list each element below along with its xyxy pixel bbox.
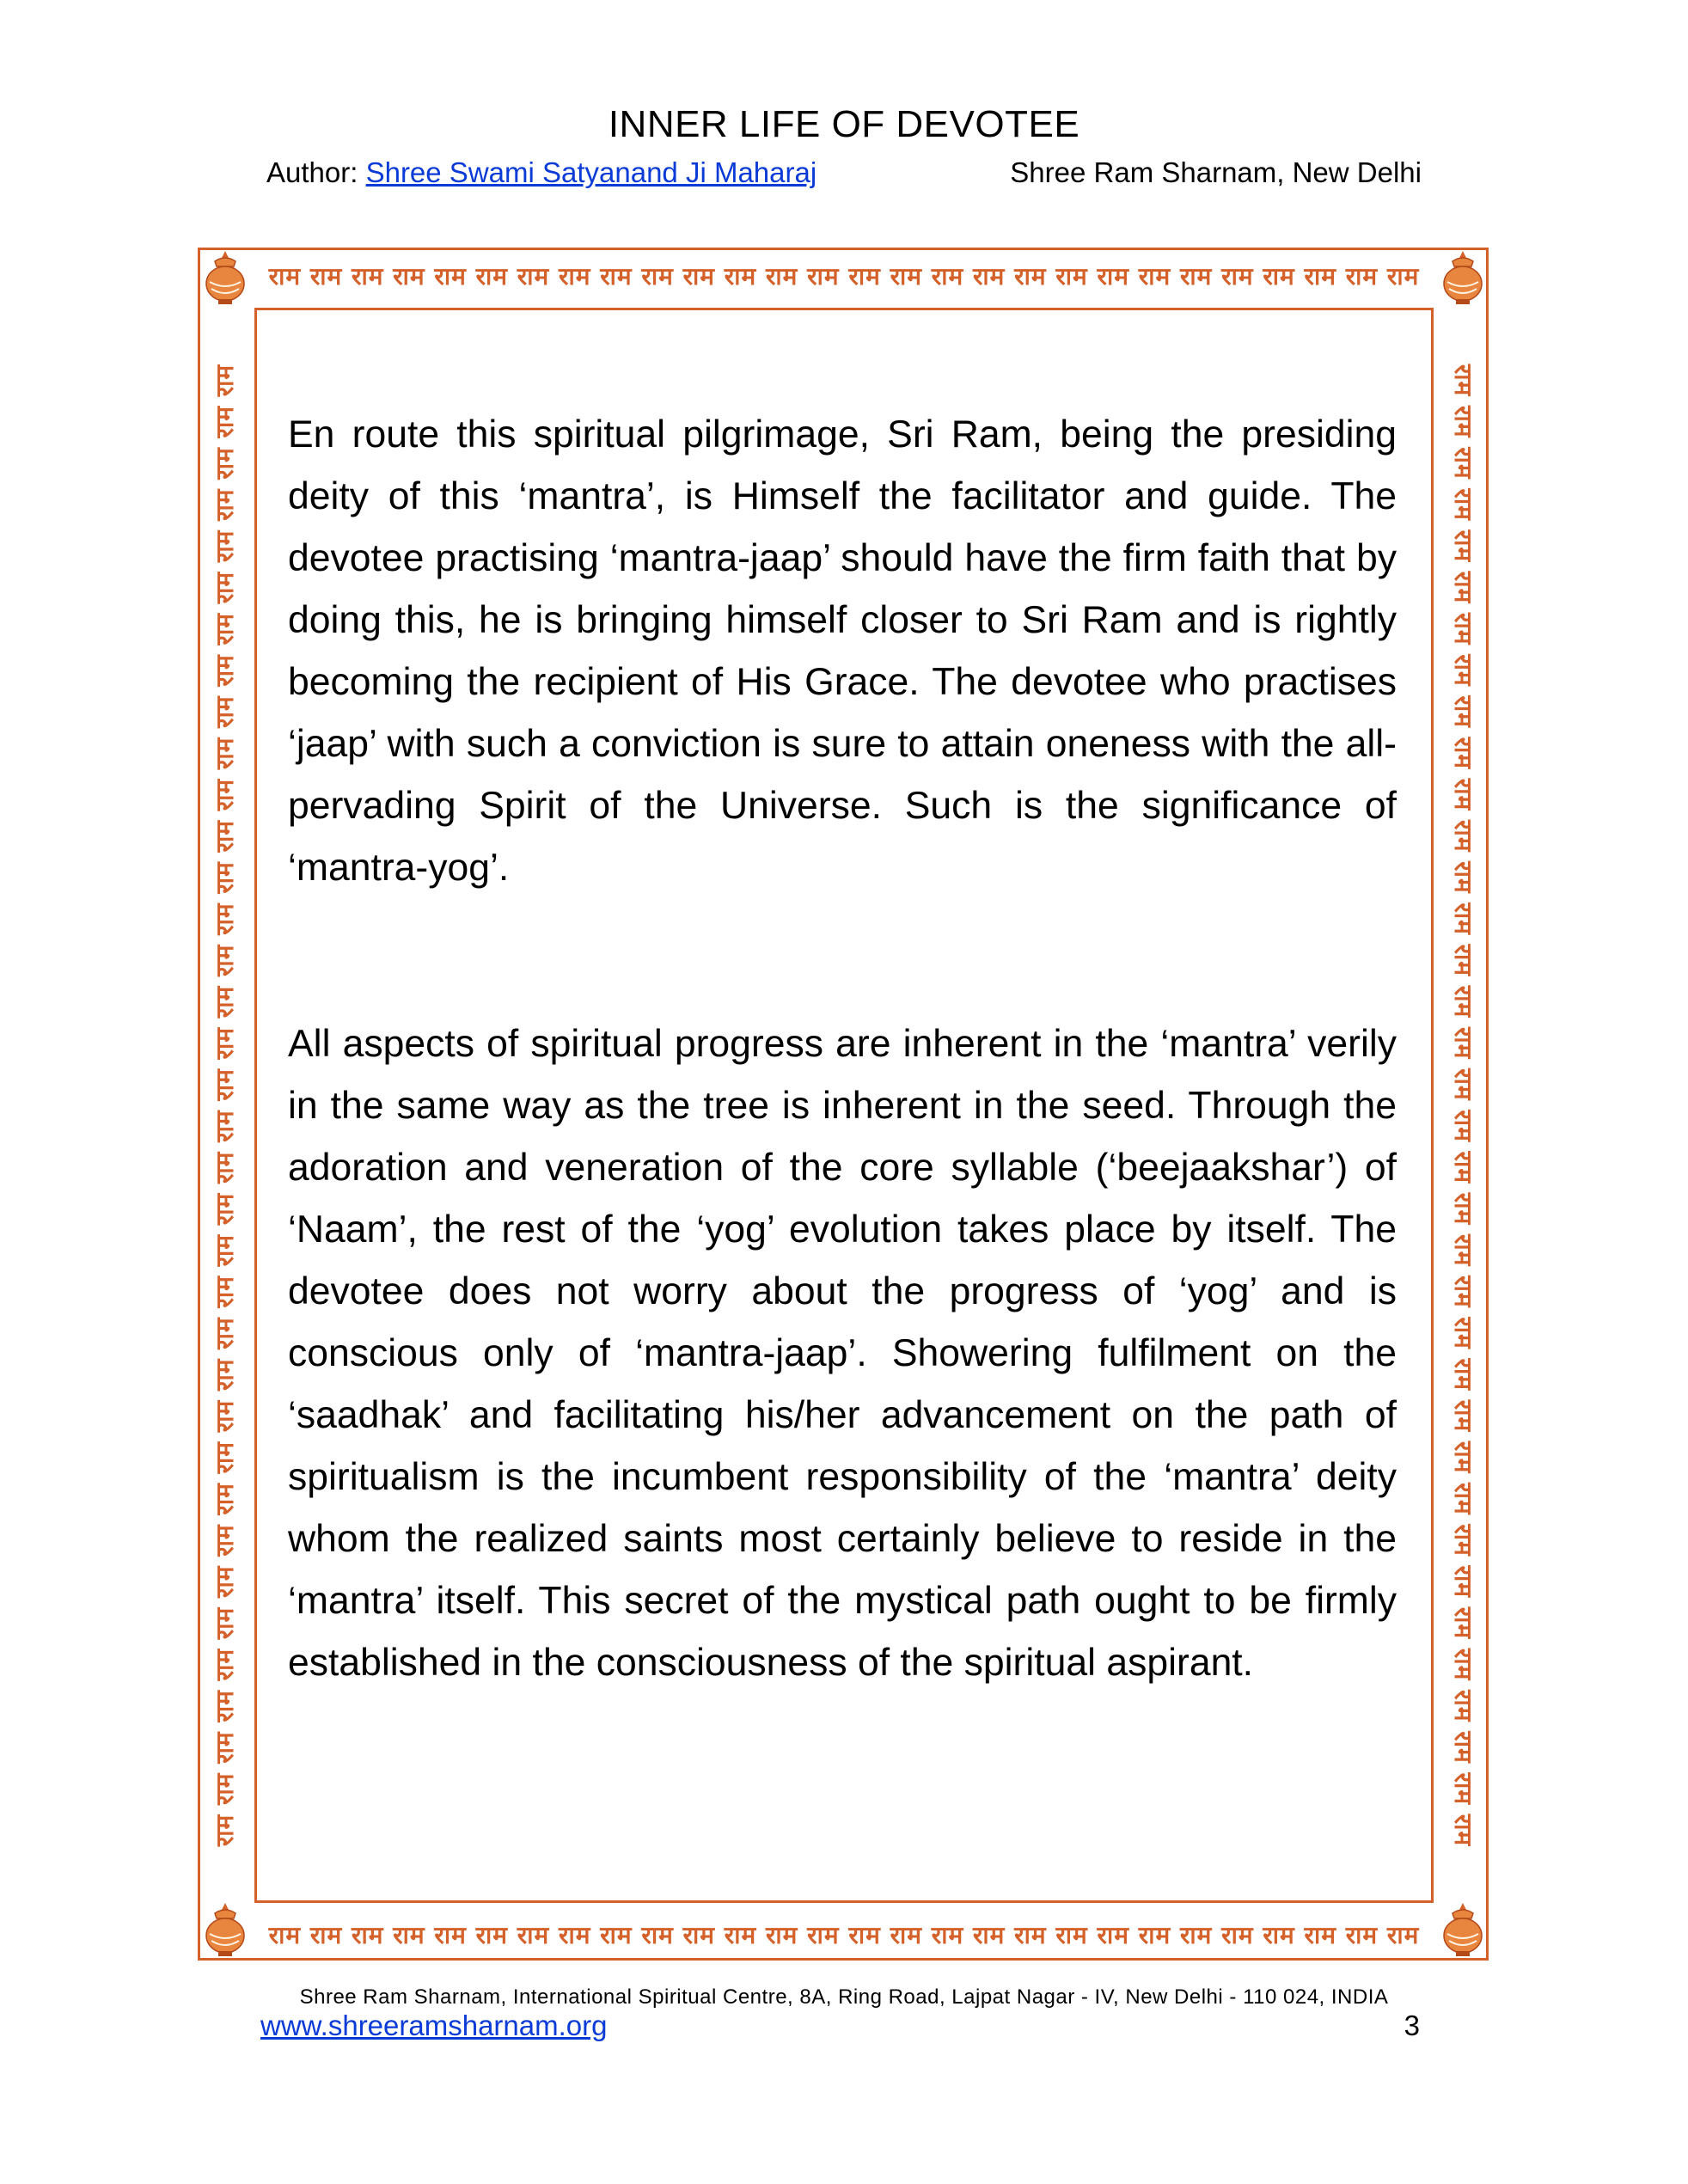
- document-title: INNER LIFE OF DEVOTEE: [608, 103, 1080, 145]
- paragraph: En route this spiritual pilgrimage, Sri Ram, being the presiding deity of this ‘mantra’, is Himself the facilitator and guide. The devotee practising ‘mantra-jaap’ should have the firm faith that by doing this, he is bringing himself closer to Sri Ram and is rightly becoming the recipient of His Grace. The devotee who practises ‘jaap’ with such a conviction is sure to attain oneness with the all-pervading Spirit of the Universe. Such is the significance of ‘mantra-yog’.: [288, 413, 1397, 889]
- kalash-pot-icon: [199, 1900, 251, 1960]
- body-text: [288, 404, 1397, 1694]
- kalash-pot-icon: [1437, 248, 1489, 308]
- kalash-pot-icon: [199, 248, 251, 308]
- website-link[interactable]: www.shreeramsharnam.org: [260, 2010, 608, 2041]
- paragraph: All aspects of spiritual progress are inherent in the ‘mantra’ verily in the same way as the tree is inherent in the seed. Through the adoration and veneration of the core syllable (‘beejaakshar’) of ‘Naam’, the rest of the ‘yog’ evolution takes place by itself. The devotee does not worry about the progress of ‘yog’ and is conscious only of ‘mantra-jaap’. Showering fulfilment on the ‘saadhak’ and facilitating his/her advancement on the path of spiritualism is the incumbent responsibility of the ‘mantra’ deity whom the realized saints most certainly believe to reside in the ‘mantra’ itself. This secret of the mystical path ought to be firmly established in the consciousness of the spiritual aspirant.: [288, 1023, 1397, 1684]
- author-prefix: Author:: [266, 156, 366, 188]
- border-text-right: राम राम राम राम राम राम राम राम राम राम राम राम राम राम राम राम राम राम राम राम राम राम राम राम राम राम राम राम राम राम राम राम राम राम राम राम: [1449, 364, 1477, 1847]
- border-text-bottom: राम राम राम राम राम राम राम राम राम राम राम राम राम राम राम राम राम राम राम राम राम राम राम राम राम राम राम राम: [268, 1921, 1420, 1949]
- author-line: [266, 156, 816, 189]
- organization-name: Shree Ram Sharnam, New Delhi: [1010, 156, 1422, 188]
- author-link[interactable]: Shree Swami Satyanand Ji Maharaj: [365, 156, 817, 188]
- kalash-pot-icon: [1437, 1900, 1489, 1960]
- footer-address: Shree Ram Sharnam, International Spiritual Centre, 8A, Ring Road, Lajpat Nagar - IV, New Delhi - 110 024, INDIA: [299, 1985, 1389, 2009]
- page-number: 3: [1404, 2010, 1420, 2041]
- border-text-left: राम राम राम राम राम राम राम राम राम राम राम राम राम राम राम राम राम राम राम राम राम राम राम राम राम राम राम राम राम राम राम राम राम राम राम राम: [211, 364, 239, 1847]
- border-text-top: राम राम राम राम राम राम राम राम राम राम राम राम राम राम राम राम राम राम राम राम राम राम राम राम राम राम राम राम: [268, 262, 1420, 291]
